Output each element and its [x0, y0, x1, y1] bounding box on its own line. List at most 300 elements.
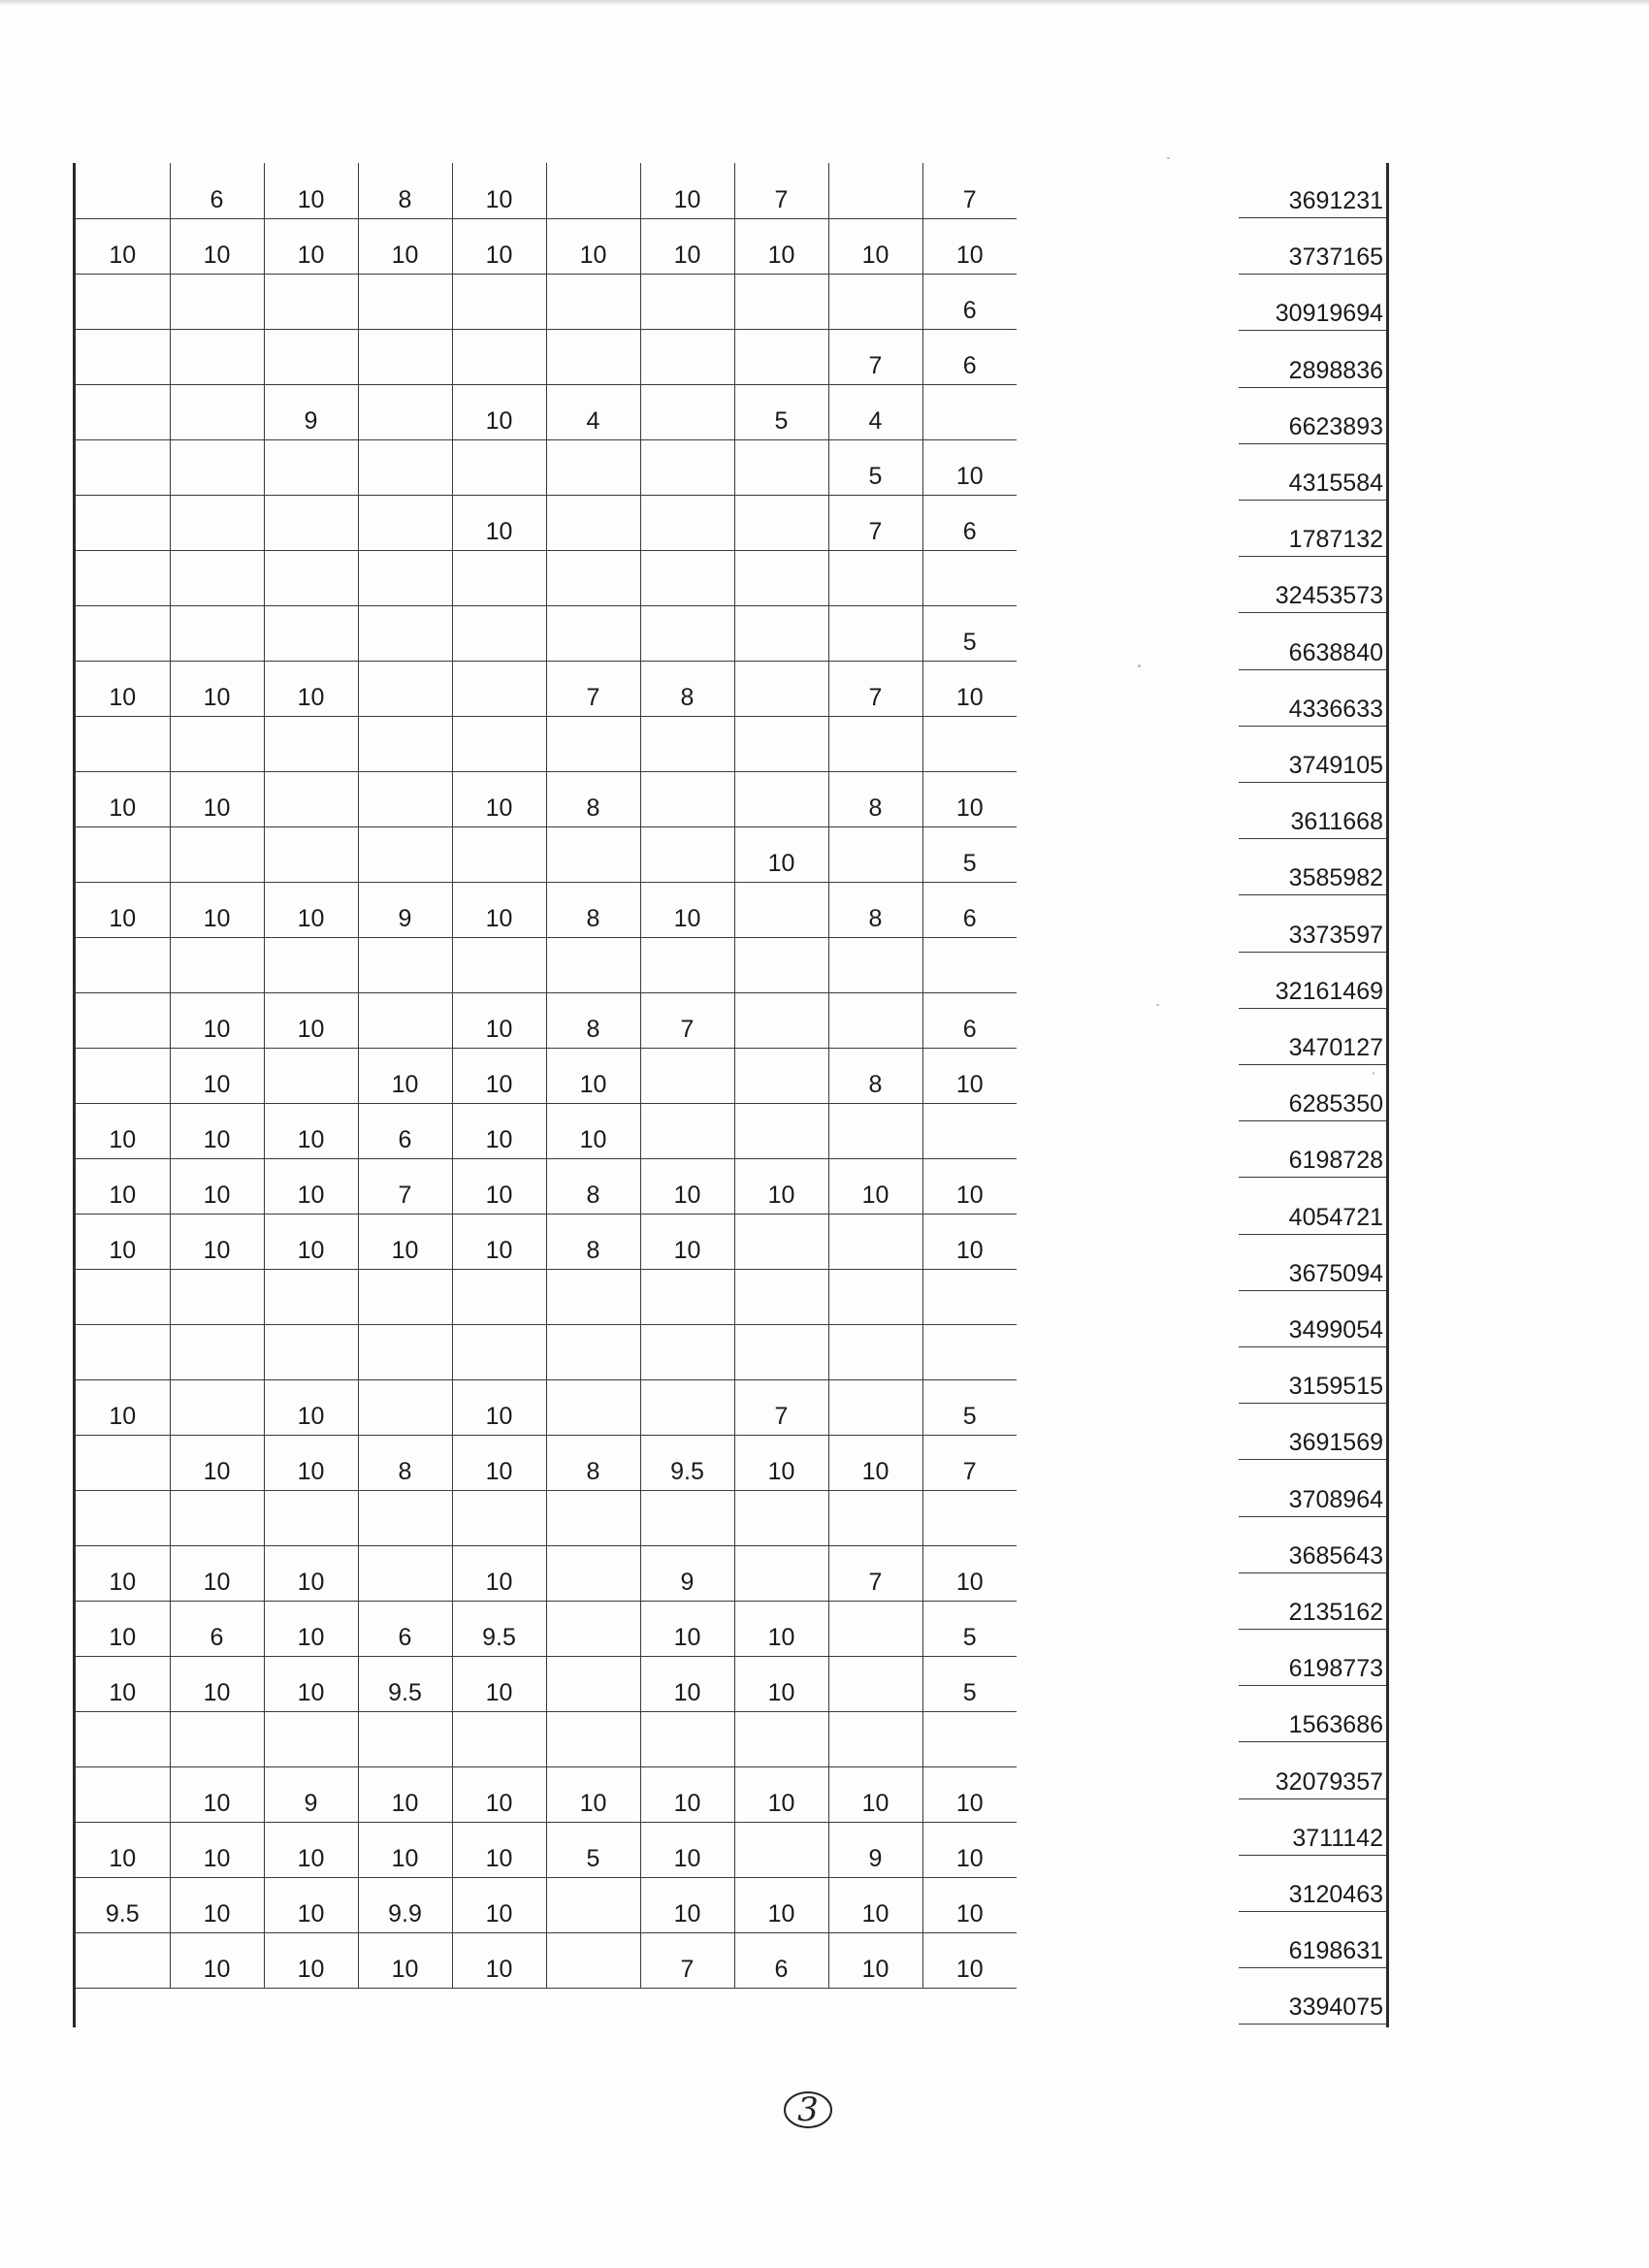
score-cell — [640, 1711, 734, 1766]
score-cell — [546, 1545, 640, 1601]
score-cell — [922, 1490, 1017, 1545]
student-id-cell: 30919694 — [1239, 275, 1386, 331]
student-id-cell: 3159515 — [1239, 1348, 1386, 1404]
score-cell — [922, 550, 1017, 605]
student-id-cell: 3685643 — [1239, 1518, 1386, 1573]
score-cell — [452, 329, 546, 384]
table-row — [76, 274, 1017, 329]
score-cell — [828, 716, 922, 771]
score-cell — [546, 605, 640, 661]
score-cell — [734, 1324, 828, 1379]
score-cell: 6 — [358, 1103, 452, 1158]
score-cell — [734, 1048, 828, 1103]
score-cell — [640, 937, 734, 992]
score-cell: 8 — [546, 1158, 640, 1214]
score-cell: 5 — [922, 605, 1017, 661]
score-cell — [828, 1656, 922, 1711]
student-id-cell: 6638840 — [1239, 615, 1386, 670]
scan-edge-shadow — [0, 0, 1649, 6]
score-cell: 10 — [76, 1103, 170, 1158]
score-cell: 5 — [922, 1656, 1017, 1711]
score-cell: 9.9 — [358, 1877, 452, 1932]
score-cell: 10 — [828, 1877, 922, 1932]
score-cell — [640, 495, 734, 550]
score-cell: 10 — [452, 1435, 546, 1490]
score-cell — [640, 605, 734, 661]
score-cell — [76, 605, 170, 661]
score-cell — [358, 771, 452, 826]
score-cell: 9 — [640, 1545, 734, 1601]
score-cell: 10 — [452, 218, 546, 274]
score-cell — [546, 1711, 640, 1766]
score-cell: 10 — [734, 1601, 828, 1656]
score-cell: 10 — [922, 1877, 1017, 1932]
score-cell — [734, 1214, 828, 1269]
score-cell: 10 — [828, 218, 922, 274]
table-row — [76, 163, 1017, 218]
score-cell — [264, 826, 358, 882]
score-cell: 7 — [828, 1545, 922, 1601]
score-cell — [734, 937, 828, 992]
student-id-cell: 32453573 — [1239, 558, 1386, 613]
score-cell — [358, 661, 452, 716]
score-cell: 10 — [170, 1103, 264, 1158]
student-id-cell: 3691569 — [1239, 1405, 1386, 1460]
score-cell: 10 — [170, 882, 264, 937]
score-cell — [828, 1214, 922, 1269]
score-cell — [358, 329, 452, 384]
table-row — [76, 1490, 1017, 1545]
scores-table-block — [73, 163, 1052, 2027]
score-cell: 9 — [828, 1822, 922, 1877]
score-cell — [264, 329, 358, 384]
score-cell: 9.5 — [640, 1435, 734, 1490]
score-cell: 6 — [922, 495, 1017, 550]
score-cell — [734, 1711, 828, 1766]
student-id-cell: 32161469 — [1239, 954, 1386, 1009]
score-cell: 8 — [546, 992, 640, 1048]
score-cell: 10 — [922, 1932, 1017, 1988]
score-cell — [546, 274, 640, 329]
score-cell — [546, 329, 640, 384]
score-cell: 4 — [546, 384, 640, 439]
score-cell: 10 — [452, 1214, 546, 1269]
table-row — [76, 495, 1017, 550]
score-cell: 10 — [640, 1214, 734, 1269]
score-cell — [76, 274, 170, 329]
score-cell: 7 — [922, 1435, 1017, 1490]
score-cell: 6 — [170, 163, 264, 218]
table-row — [76, 771, 1017, 826]
student-id-cell: 3691231 — [1239, 163, 1386, 218]
score-cell: 10 — [452, 163, 546, 218]
score-cell — [264, 274, 358, 329]
score-cell: 10 — [358, 1822, 452, 1877]
score-cell — [76, 163, 170, 218]
student-id-cell: 1563686 — [1239, 1687, 1386, 1742]
score-cell: 10 — [358, 1214, 452, 1269]
table-row — [76, 329, 1017, 384]
score-cell — [734, 1822, 828, 1877]
score-cell: 10 — [264, 882, 358, 937]
score-cell: 10 — [170, 992, 264, 1048]
score-cell — [734, 605, 828, 661]
score-cell — [452, 1711, 546, 1766]
score-cell: 10 — [452, 1656, 546, 1711]
score-cell: 10 — [76, 1158, 170, 1214]
score-cell — [264, 550, 358, 605]
student-id-cell: 3499054 — [1239, 1292, 1386, 1347]
table-row — [76, 1601, 1017, 1656]
score-cell — [734, 439, 828, 495]
score-cell — [358, 274, 452, 329]
score-cell — [546, 1601, 640, 1656]
score-cell — [734, 661, 828, 716]
score-cell: 10 — [170, 1545, 264, 1601]
score-cell — [452, 1269, 546, 1324]
score-cell: 5 — [828, 439, 922, 495]
score-cell: 10 — [640, 163, 734, 218]
table-row — [76, 1103, 1017, 1158]
score-cell — [922, 1711, 1017, 1766]
score-cell — [546, 1656, 640, 1711]
student-id-cell: 3470127 — [1239, 1010, 1386, 1065]
score-cell — [828, 1490, 922, 1545]
score-cell: 10 — [452, 384, 546, 439]
score-cell: 10 — [170, 661, 264, 716]
score-cell: 10 — [76, 661, 170, 716]
table-row — [76, 1379, 1017, 1435]
score-cell — [76, 826, 170, 882]
score-cell: 10 — [76, 1379, 170, 1435]
score-cell — [546, 1490, 640, 1545]
score-cell: 10 — [76, 771, 170, 826]
score-cell: 8 — [358, 163, 452, 218]
score-cell: 4 — [828, 384, 922, 439]
score-cell — [170, 439, 264, 495]
score-cell — [734, 882, 828, 937]
score-cell — [640, 771, 734, 826]
score-cell — [358, 937, 452, 992]
score-cell: 10 — [922, 1822, 1017, 1877]
score-cell — [358, 716, 452, 771]
table-row — [76, 384, 1017, 439]
score-cell: 9 — [358, 882, 452, 937]
score-cell: 8 — [828, 882, 922, 937]
score-cell — [828, 1601, 922, 1656]
score-cell — [546, 163, 640, 218]
score-cell — [922, 1103, 1017, 1158]
score-cell — [76, 1048, 170, 1103]
score-cell — [358, 550, 452, 605]
score-cell: 10 — [358, 218, 452, 274]
score-cell: 8 — [640, 661, 734, 716]
score-cell: 7 — [922, 163, 1017, 218]
score-cell: 10 — [640, 1766, 734, 1822]
score-cell: 9 — [264, 384, 358, 439]
score-cell: 10 — [922, 1158, 1017, 1214]
score-cell — [734, 495, 828, 550]
score-cell: 10 — [922, 1766, 1017, 1822]
score-cell — [734, 1490, 828, 1545]
score-cell: 10 — [170, 1766, 264, 1822]
score-cell: 5 — [922, 1379, 1017, 1435]
student-id-cell: 3711142 — [1239, 1800, 1386, 1856]
score-cell: 10 — [452, 1545, 546, 1601]
score-cell: 10 — [922, 1214, 1017, 1269]
score-cell: 6 — [922, 882, 1017, 937]
table-row — [76, 1048, 1017, 1103]
score-cell — [358, 1545, 452, 1601]
score-cell — [170, 605, 264, 661]
score-cell: 10 — [264, 163, 358, 218]
student-id-cell: 3585982 — [1239, 840, 1386, 895]
score-cell — [546, 716, 640, 771]
table-row — [76, 937, 1017, 992]
score-cell — [264, 1048, 358, 1103]
score-cell: 10 — [170, 1158, 264, 1214]
score-cell — [170, 274, 264, 329]
score-cell — [734, 1545, 828, 1601]
score-cell: 10 — [170, 1932, 264, 1988]
table-row — [76, 882, 1017, 937]
score-cell — [828, 1324, 922, 1379]
student-id-cell: 3708964 — [1239, 1462, 1386, 1517]
score-cell: 10 — [358, 1048, 452, 1103]
score-cell: 10 — [170, 1435, 264, 1490]
table-row — [76, 716, 1017, 771]
score-cell: 10 — [828, 1158, 922, 1214]
score-cell — [546, 1379, 640, 1435]
score-cell: 10 — [264, 1214, 358, 1269]
score-cell: 10 — [640, 1656, 734, 1711]
score-cell: 6 — [922, 274, 1017, 329]
score-cell — [170, 329, 264, 384]
score-cell: 10 — [264, 1601, 358, 1656]
score-cell — [358, 1269, 452, 1324]
score-cell — [546, 826, 640, 882]
table-row — [76, 1766, 1017, 1822]
score-cell: 10 — [264, 1877, 358, 1932]
table-row — [76, 218, 1017, 274]
score-cell — [546, 1932, 640, 1988]
score-cell — [640, 1379, 734, 1435]
score-cell: 10 — [264, 661, 358, 716]
score-cell: 10 — [452, 1932, 546, 1988]
score-cell: 10 — [546, 218, 640, 274]
score-cell — [76, 1324, 170, 1379]
score-cell: 5 — [922, 1601, 1017, 1656]
student-id-cell: 6285350 — [1239, 1066, 1386, 1121]
score-cell — [734, 550, 828, 605]
score-cell — [922, 937, 1017, 992]
student-id-cell: 4054721 — [1239, 1180, 1386, 1235]
score-cell — [546, 1324, 640, 1379]
score-cell — [170, 716, 264, 771]
score-cell — [828, 992, 922, 1048]
score-cell: 10 — [76, 882, 170, 937]
score-cell: 10 — [640, 218, 734, 274]
score-cell — [546, 1877, 640, 1932]
score-cell — [452, 716, 546, 771]
score-cell — [640, 439, 734, 495]
table-row — [76, 992, 1017, 1048]
table-row — [76, 1435, 1017, 1490]
student-id-cell: 3675094 — [1239, 1236, 1386, 1291]
score-cell — [264, 1324, 358, 1379]
score-cell: 9 — [264, 1766, 358, 1822]
score-cell: 8 — [828, 1048, 922, 1103]
score-cell — [76, 1435, 170, 1490]
score-cell — [640, 716, 734, 771]
score-cell: 9.5 — [358, 1656, 452, 1711]
student-id-cell: 6198728 — [1239, 1122, 1386, 1178]
score-cell: 10 — [828, 1932, 922, 1988]
score-cell: 10 — [170, 1048, 264, 1103]
score-cell — [264, 716, 358, 771]
scan-speck — [1138, 664, 1141, 667]
score-cell: 10 — [734, 1877, 828, 1932]
student-id-cell: 3611668 — [1239, 784, 1386, 839]
score-cell — [76, 1932, 170, 1988]
table-row — [76, 1269, 1017, 1324]
score-cell — [828, 937, 922, 992]
page-number-text: 3 — [797, 2090, 819, 2129]
score-cell: 6 — [922, 992, 1017, 1048]
score-cell: 10 — [640, 1158, 734, 1214]
score-cell: 10 — [264, 218, 358, 274]
score-cell — [76, 992, 170, 1048]
scan-speck — [1167, 157, 1170, 159]
score-cell: 10 — [264, 1932, 358, 1988]
score-cell: 10 — [76, 218, 170, 274]
score-cell — [358, 1379, 452, 1435]
score-cell — [358, 826, 452, 882]
student-id-cell: 3749105 — [1239, 728, 1386, 783]
student-id-cell: 3120463 — [1239, 1857, 1386, 1912]
score-cell — [76, 329, 170, 384]
score-cell: 10 — [358, 1766, 452, 1822]
student-id-cell: 6198631 — [1239, 1913, 1386, 1968]
score-cell: 10 — [264, 1158, 358, 1214]
score-cell — [734, 274, 828, 329]
table-row — [76, 605, 1017, 661]
score-cell — [828, 1711, 922, 1766]
score-cell — [640, 1269, 734, 1324]
score-cell — [452, 661, 546, 716]
score-cell: 10 — [170, 1656, 264, 1711]
score-cell — [170, 495, 264, 550]
score-cell — [546, 495, 640, 550]
score-cell — [264, 1490, 358, 1545]
score-cell: 8 — [546, 1435, 640, 1490]
score-cell: 8 — [358, 1435, 452, 1490]
score-cell — [640, 1490, 734, 1545]
score-cell — [734, 716, 828, 771]
page-number — [782, 2089, 834, 2131]
score-cell: 7 — [828, 495, 922, 550]
score-cell — [76, 1269, 170, 1324]
score-cell: 7 — [640, 1932, 734, 1988]
score-cell — [264, 1269, 358, 1324]
score-cell — [640, 1324, 734, 1379]
score-cell — [264, 439, 358, 495]
score-cell: 10 — [452, 1103, 546, 1158]
score-cell: 7 — [546, 661, 640, 716]
score-cell — [170, 937, 264, 992]
score-cell — [452, 937, 546, 992]
score-cell — [358, 495, 452, 550]
score-cell — [546, 1269, 640, 1324]
score-cell: 5 — [922, 826, 1017, 882]
score-cell — [264, 495, 358, 550]
score-cell: 8 — [828, 771, 922, 826]
score-cell — [828, 1269, 922, 1324]
score-cell: 6 — [922, 329, 1017, 384]
score-cell — [922, 1269, 1017, 1324]
score-cell: 7 — [828, 661, 922, 716]
score-cell: 10 — [170, 1214, 264, 1269]
score-cell: 10 — [452, 495, 546, 550]
score-cell — [358, 1324, 452, 1379]
table-row — [76, 550, 1017, 605]
score-cell: 5 — [546, 1822, 640, 1877]
score-cell: 7 — [828, 329, 922, 384]
score-cell: 10 — [452, 771, 546, 826]
score-cell: 10 — [640, 882, 734, 937]
score-cell: 10 — [452, 1766, 546, 1822]
score-cell — [452, 1490, 546, 1545]
score-cell: 9.5 — [452, 1601, 546, 1656]
score-cell — [264, 1711, 358, 1766]
score-cell — [264, 771, 358, 826]
score-cell — [358, 992, 452, 1048]
score-cell: 8 — [546, 882, 640, 937]
table-row — [76, 1545, 1017, 1601]
score-cell — [170, 1324, 264, 1379]
score-cell — [546, 937, 640, 992]
score-cell: 10 — [264, 1103, 358, 1158]
table-row — [76, 661, 1017, 716]
score-cell: 10 — [828, 1435, 922, 1490]
score-cell: 10 — [264, 992, 358, 1048]
score-cell: 10 — [734, 218, 828, 274]
score-cell — [828, 1103, 922, 1158]
score-cell — [76, 1711, 170, 1766]
score-cell: 10 — [170, 1877, 264, 1932]
score-cell: 10 — [264, 1379, 358, 1435]
student-id-cell: 2135162 — [1239, 1574, 1386, 1630]
student-id-cell: 4336633 — [1239, 671, 1386, 727]
score-cell: 10 — [828, 1766, 922, 1822]
score-cell: 10 — [640, 1877, 734, 1932]
score-cell: 7 — [734, 1379, 828, 1435]
score-cell: 10 — [922, 1545, 1017, 1601]
score-cell: 10 — [264, 1822, 358, 1877]
score-cell — [76, 937, 170, 992]
score-cell: 10 — [922, 439, 1017, 495]
table-row — [76, 1877, 1017, 1932]
score-cell — [264, 937, 358, 992]
student-id-cell: 1787132 — [1239, 502, 1386, 557]
score-cell — [640, 274, 734, 329]
score-cell: 10 — [546, 1103, 640, 1158]
table-row — [76, 826, 1017, 882]
score-cell: 10 — [264, 1656, 358, 1711]
score-cell — [640, 1048, 734, 1103]
score-cell: 10 — [546, 1766, 640, 1822]
score-cell: 5 — [734, 384, 828, 439]
